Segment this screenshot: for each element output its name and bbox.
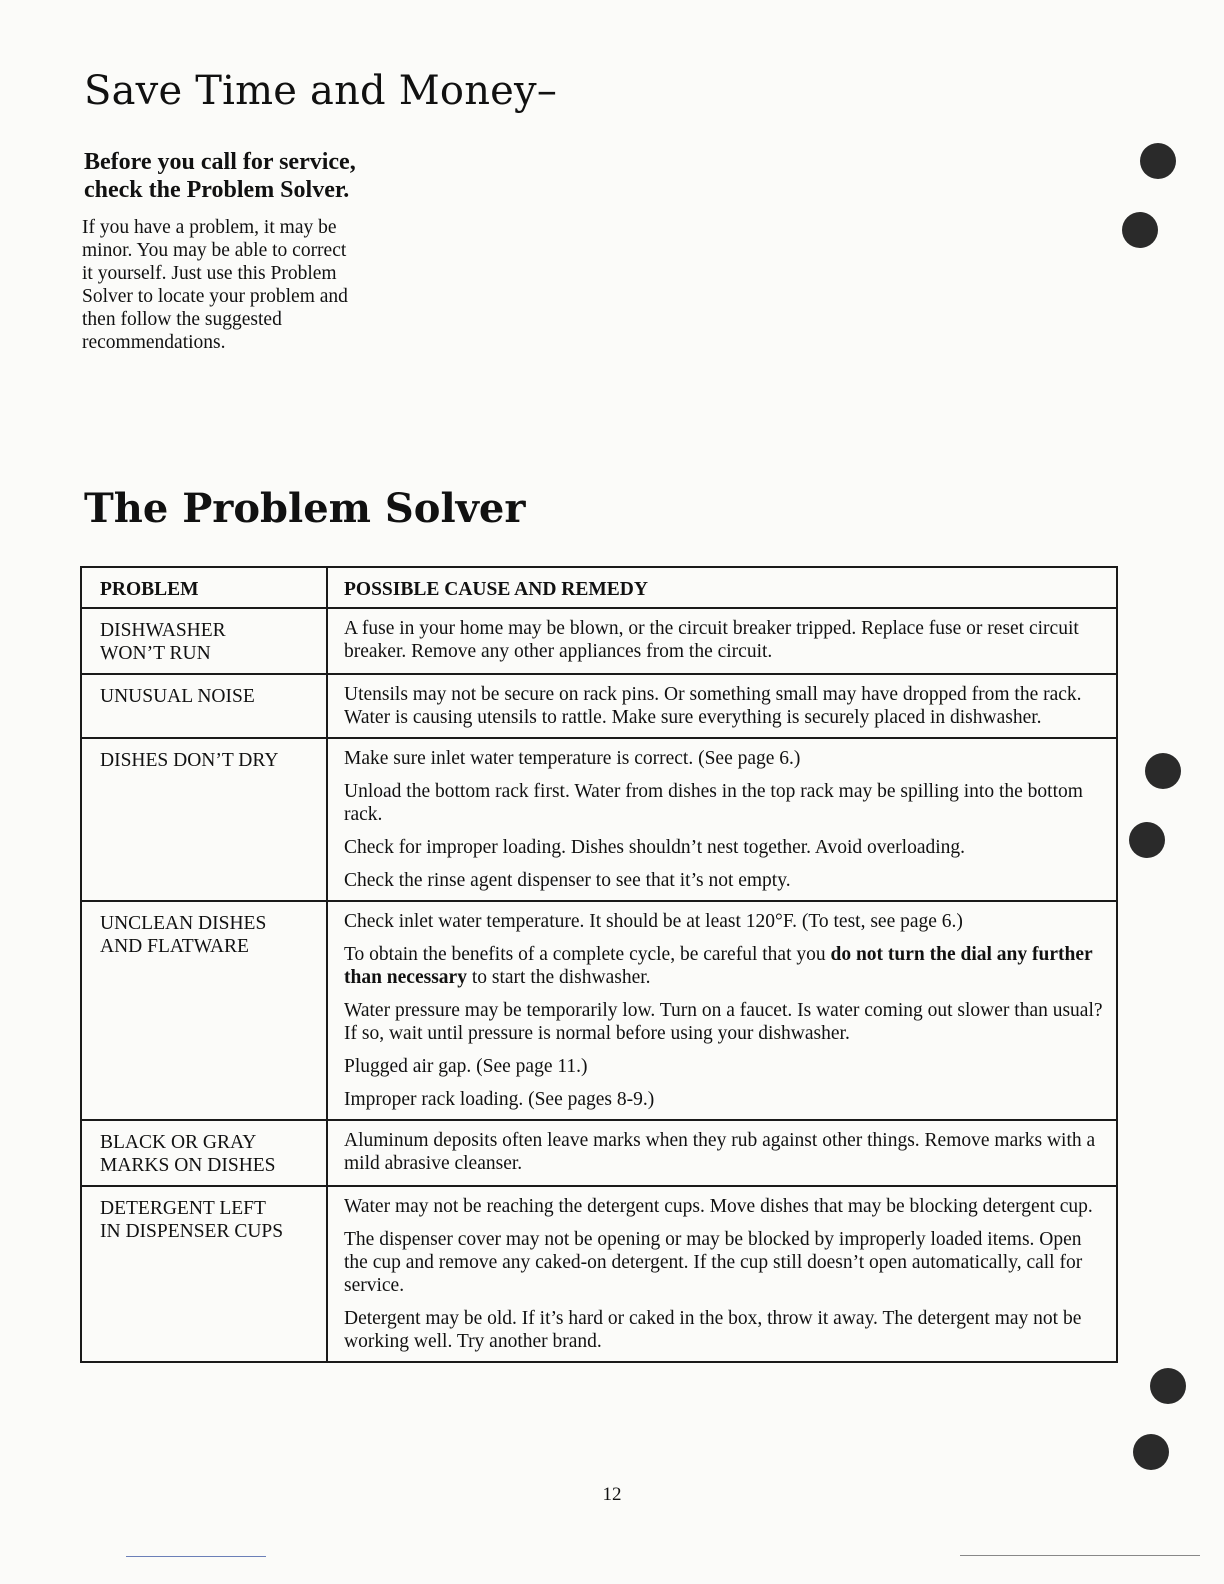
remedy-text: Improper rack loading. (See pages 8-9.) [344, 1089, 655, 1110]
intro-line: recommendations. [82, 332, 226, 353]
remedy-text: Water may not be reaching the detergent cups. Move dishes that may be blocking detergent cup. [344, 1196, 1093, 1217]
problem-line: WON’T RUN [100, 643, 211, 664]
remedy-text: Plugged air gap. (See page 11.) [344, 1056, 588, 1077]
remedy-text: A fuse in your home may be blown, or the circuit breaker tripped. Replace fuse or reset circuit breaker. Remove any other appliances from the circuit. [344, 618, 1079, 662]
problem-line: BLACK OR GRAY [100, 1132, 257, 1153]
binder-hole-icon [1129, 822, 1165, 858]
intro-paragraph [82, 216, 392, 354]
remedy-cell [327, 1186, 1117, 1362]
binder-hole-icon [1150, 1368, 1186, 1404]
problem-line: UNCLEAN DISHES [100, 913, 267, 934]
page-number: 12 [602, 1484, 622, 1505]
problem-line: MARKS ON DISHES [100, 1155, 276, 1176]
dial-warning-emphasis: do not turn the dial any further than necessary [344, 944, 1093, 988]
remedy-text: Unload the bottom rack first. Water from dishes in the top rack may be spilling into the bottom rack. [344, 781, 1083, 825]
remedy-text: Check inlet water temperature. It should be at least 120°F. (To test, see page 6.) [344, 911, 963, 932]
problem-cell [81, 674, 327, 738]
remedy-cell [327, 608, 1117, 674]
bottom-rule [126, 1556, 266, 1557]
remedy-text: Make sure inlet water temperature is correct. (See page 6.) [344, 748, 801, 769]
table-row [81, 1186, 1117, 1362]
remedy-text: Check for improper loading. Dishes shouldn’t nest together. Avoid overloading. [344, 837, 966, 858]
problem-line: DISHES DON’T DRY [100, 750, 279, 771]
page-title: Save Time and Money– [84, 68, 558, 114]
problem-cell [81, 1120, 327, 1186]
table-row [81, 901, 1117, 1120]
binder-hole-icon [1145, 753, 1181, 789]
dial-warning-before: To obtain the benefits of a complete cycle, be careful that you [344, 944, 831, 965]
problem-line: AND FLATWARE [100, 936, 249, 957]
problem-solver-title: The Problem Solver [84, 485, 526, 532]
remedy-text: Utensils may not be secure on rack pins. Or something small may have dropped from the rack. Water is causing utensils to rattle. Make sure everything is securely placed in dishwasher. [344, 684, 1082, 728]
cause-column-header: POSSIBLE CAUSE AND REMEDY [327, 567, 1117, 608]
problem-line: DETERGENT LEFT [100, 1198, 266, 1219]
table-row [81, 674, 1117, 738]
remedy-text: Water pressure may be temporarily low. Turn on a faucet. Is water coming out slower than usual? If so, wait until pressure is normal before using your dishwasher. [344, 1000, 1103, 1044]
remedy-text: Detergent may be old. If it’s hard or caked in the box, throw it away. The detergent may not be working well. Try another brand. [344, 1308, 1082, 1352]
dial-warning-text [344, 943, 1106, 989]
dial-warning-after: to start the dishwasher. [466, 967, 651, 988]
subtitle-line: Before you call for service, [84, 149, 356, 175]
remedy-cell [327, 738, 1117, 901]
problem-solver-table [80, 566, 1118, 1363]
remedy-text: The dispenser cover may not be opening or may be blocked by improperly loaded items. Open the cup and remove any caked-on detergent. If the cup still doesn’t open automatically, call for service. [344, 1229, 1083, 1296]
intro-line: minor. You may be able to correct [82, 240, 347, 261]
remedy-cell [327, 901, 1117, 1120]
problem-cell [81, 901, 327, 1120]
problem-cell [81, 608, 327, 674]
bottom-rule [960, 1555, 1200, 1556]
binder-hole-icon [1122, 212, 1158, 248]
table-row [81, 738, 1117, 901]
intro-line: then follow the suggested [82, 309, 282, 330]
intro-line: If you have a problem, it may be [82, 217, 337, 238]
table-row [81, 608, 1117, 674]
problem-line: UNUSUAL NOISE [100, 686, 255, 707]
intro-line: Solver to locate your problem and [82, 286, 348, 307]
subtitle-line: check the Problem Solver. [84, 177, 350, 203]
problem-column-header: PROBLEM [81, 567, 327, 608]
problem-cell [81, 738, 327, 901]
problem-line: DISHWASHER [100, 620, 226, 641]
problem-cell [81, 1186, 327, 1362]
intro-line: it yourself. Just use this Problem [82, 263, 337, 284]
remedy-cell [327, 1120, 1117, 1186]
remedy-text: Check the rinse agent dispenser to see that it’s not empty. [344, 870, 791, 891]
section-subtitle [84, 148, 444, 204]
binder-hole-icon [1140, 143, 1176, 179]
remedy-cell [327, 674, 1117, 738]
table-row [81, 1120, 1117, 1186]
problem-line: IN DISPENSER CUPS [100, 1221, 284, 1242]
binder-hole-icon [1133, 1434, 1169, 1470]
table-header-row [81, 567, 1117, 608]
remedy-text: Aluminum deposits often leave marks when they rub against other things. Remove marks with a mild abrasive cleanser. [344, 1130, 1096, 1174]
